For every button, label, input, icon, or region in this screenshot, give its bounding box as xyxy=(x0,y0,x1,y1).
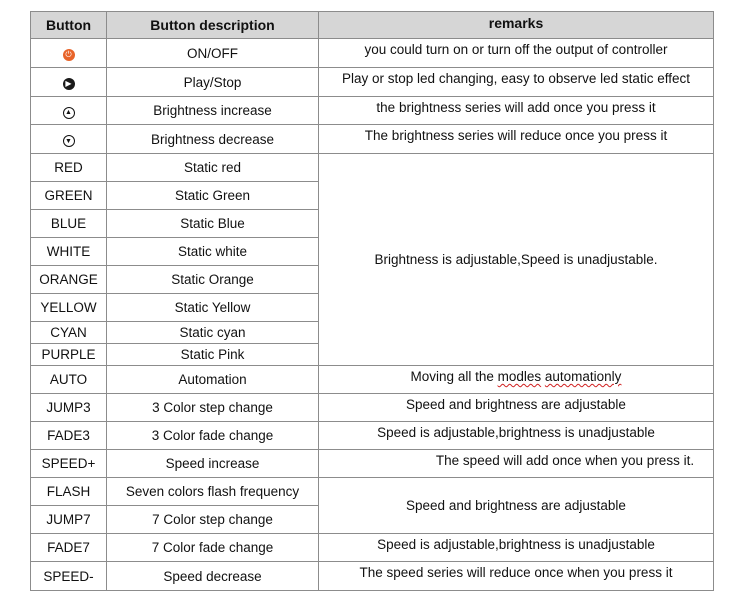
table-row xyxy=(31,125,714,154)
description-cell: Static cyan xyxy=(107,322,319,344)
button-cell xyxy=(31,68,107,97)
description-cell: 3 Color fade change xyxy=(107,422,319,450)
description-cell: Seven colors flash frequency xyxy=(107,478,319,506)
button-cell: RED xyxy=(31,154,107,182)
power-icon: ⏻ xyxy=(63,49,75,61)
table-row xyxy=(31,478,714,506)
button-cell xyxy=(31,125,107,154)
remark-cell: you could turn on or turn off the output of controller xyxy=(319,39,714,68)
description-cell: Static white xyxy=(107,238,319,266)
description-cell: Static red xyxy=(107,154,319,182)
remark-text: Moving all the xyxy=(410,369,498,384)
table-row xyxy=(31,97,714,125)
button-cell: FADE7 xyxy=(31,534,107,562)
table-row xyxy=(31,39,714,68)
brightness-down-icon: ▼ xyxy=(63,135,75,147)
table-row xyxy=(31,394,714,422)
button-cell: SPEED+ xyxy=(31,450,107,478)
table-row xyxy=(31,366,714,394)
header-row xyxy=(31,12,714,39)
description-cell: Automation xyxy=(107,366,319,394)
description-cell: Brightness increase xyxy=(107,97,319,125)
button-cell: WHITE xyxy=(31,238,107,266)
button-cell: JUMP3 xyxy=(31,394,107,422)
remark-cell: The speed series will reduce once when you press it xyxy=(319,562,714,591)
static-colors-remark-cell: Brightness is adjustable,Speed is unadjustable. xyxy=(319,154,714,366)
header-description: Button description xyxy=(107,12,319,39)
button-cell: AUTO xyxy=(31,366,107,394)
description-cell: Play/Stop xyxy=(107,68,319,97)
brightness-up-icon: ▲ xyxy=(63,107,75,119)
table-row xyxy=(31,450,714,478)
button-cell: FADE3 xyxy=(31,422,107,450)
button-cell: JUMP7 xyxy=(31,506,107,534)
table-row xyxy=(31,422,714,450)
table-row xyxy=(31,562,714,591)
description-cell: Speed decrease xyxy=(107,562,319,591)
button-cell: SPEED- xyxy=(31,562,107,591)
button-cell: BLUE xyxy=(31,210,107,238)
remark-cell: The brightness series will reduce once you press it xyxy=(319,125,714,154)
button-cell: ORANGE xyxy=(31,266,107,294)
button-cell: YELLOW xyxy=(31,294,107,322)
description-cell: 3 Color step change xyxy=(107,394,319,422)
remark-cell: The speed will add once when you press it. xyxy=(319,450,714,478)
table-row xyxy=(31,534,714,562)
description-cell: Static Yellow xyxy=(107,294,319,322)
remark-cell: Speed is adjustable,brightness is unadjustable xyxy=(319,422,714,450)
description-cell: Speed increase xyxy=(107,450,319,478)
description-cell: Brightness decrease xyxy=(107,125,319,154)
header-button: Button xyxy=(31,12,107,39)
table-row xyxy=(31,154,714,182)
description-cell: Static Orange xyxy=(107,266,319,294)
remark-cell: Speed and brightness are adjustable xyxy=(319,394,714,422)
flash-jump7-remark-cell: Speed and brightness are adjustable xyxy=(319,478,714,534)
header-remarks: remarks xyxy=(319,12,714,39)
description-cell: 7 Color step change xyxy=(107,506,319,534)
remark-misspelled-word: automationly xyxy=(544,369,622,384)
remark-cell: Play or stop led changing, easy to observe led static effect xyxy=(319,68,714,97)
button-cell: GREEN xyxy=(31,182,107,210)
button-description-table xyxy=(30,11,714,591)
table-row xyxy=(31,68,714,97)
button-cell: CYAN xyxy=(31,322,107,344)
remark-cell: the brightness series will add once you press it xyxy=(319,97,714,125)
button-cell xyxy=(31,39,107,68)
description-cell: Static Blue xyxy=(107,210,319,238)
description-cell: Static Pink xyxy=(107,344,319,366)
button-cell: FLASH xyxy=(31,478,107,506)
button-cell xyxy=(31,97,107,125)
play-pause-icon: ▶ xyxy=(63,78,75,90)
remark-misspelled-word: modles xyxy=(497,369,542,384)
remark-cell: Speed is adjustable,brightness is unadjustable xyxy=(319,534,714,562)
button-cell: PURPLE xyxy=(31,344,107,366)
remark-cell xyxy=(319,366,714,394)
description-cell: ON/OFF xyxy=(107,39,319,68)
description-cell: Static Green xyxy=(107,182,319,210)
description-cell: 7 Color fade change xyxy=(107,534,319,562)
